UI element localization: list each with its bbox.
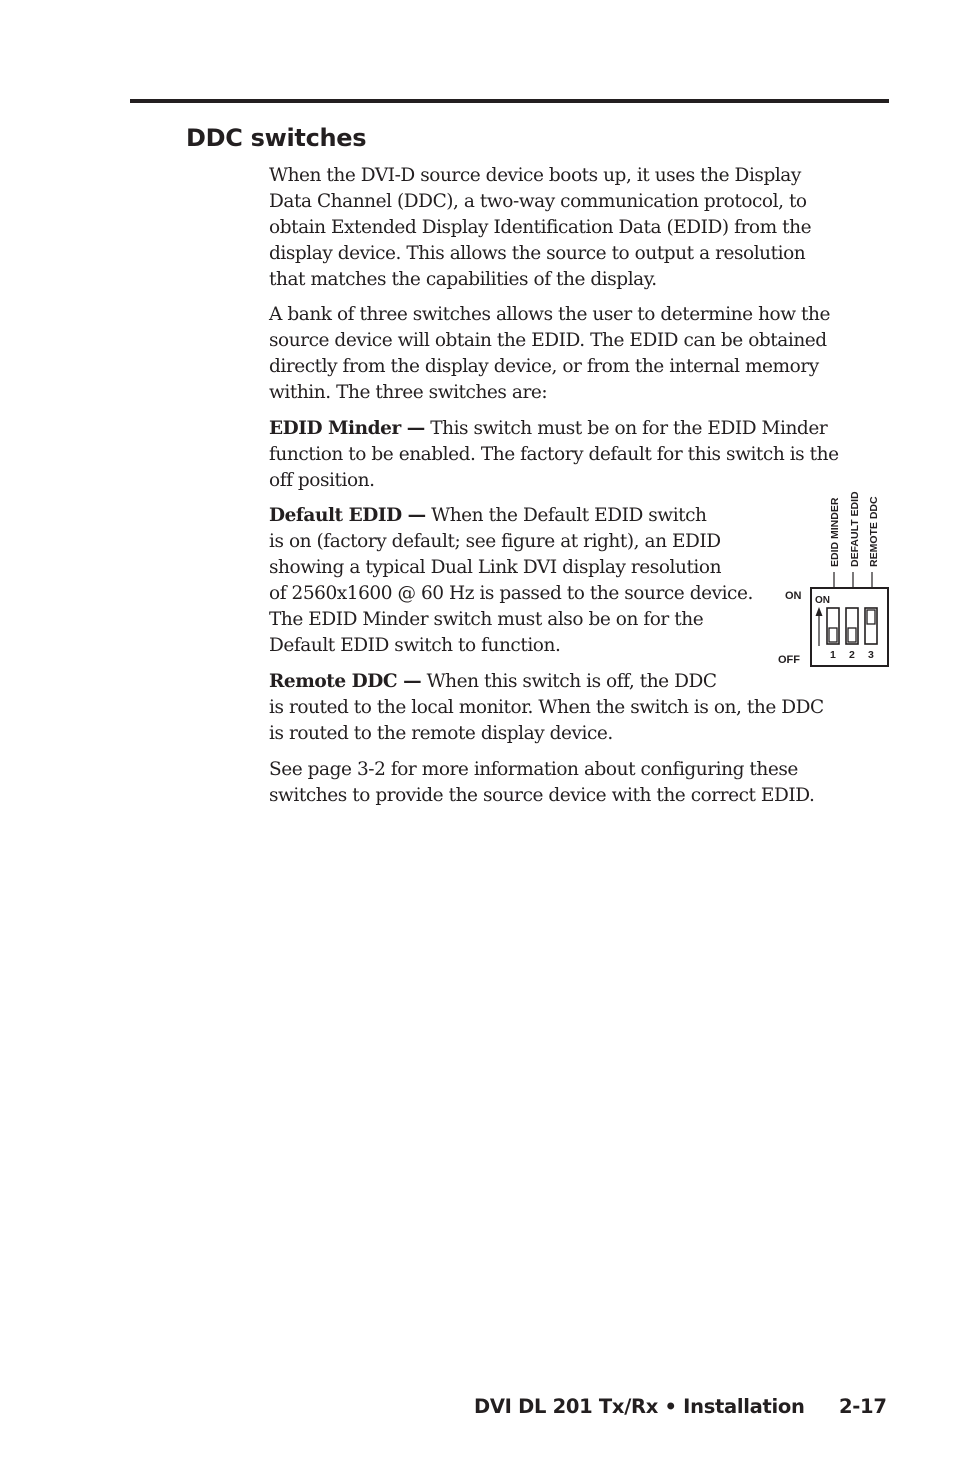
text-line: display device. This allows the source to output a resolution <box>269 243 806 264</box>
text-line: See page 3-2 for more information about configuring these <box>269 759 798 780</box>
dip-switch-3 <box>865 608 877 644</box>
switch-label-edid-minder: EDID MINDER <box>829 497 841 567</box>
section-title: DDC switches <box>186 124 367 152</box>
switch-number-1: 1 <box>830 649 836 661</box>
text-line: A bank of three switches allows the user to determine how the <box>269 304 830 325</box>
text-line: Data Channel (DDC), a two-way communication protocol, to <box>269 191 807 212</box>
text-line: off position. <box>269 470 375 491</box>
text-line: obtain Extended Display Identification Data (EDID) from the <box>269 217 812 238</box>
text-line: of 2560x1600 @ 60 Hz is passed to the source device. <box>269 583 753 604</box>
text-line: is routed to the local monitor. When the switch is on, the DDC <box>269 697 824 718</box>
text-line: directly from the display device, or from the internal memory <box>269 356 819 377</box>
on-label: ON <box>785 590 802 602</box>
default-edid-paragraph <box>269 503 753 659</box>
text-line: is on (factory default; see figure at right), an EDID <box>269 531 721 552</box>
dip-switch-1 <box>827 608 839 644</box>
edid-minder-paragraph <box>269 416 839 494</box>
text-line: When the DVI-D source device boots up, it uses the Display <box>269 165 801 186</box>
text-line: showing a typical Dual Link DVI display resolution <box>269 557 722 578</box>
text-line: Default EDID switch to function. <box>269 635 561 656</box>
text-line: is routed to the remote display device. <box>269 723 613 744</box>
switch-number-2: 2 <box>849 649 855 661</box>
switch-bank-paragraph <box>269 302 830 406</box>
text-line: within. The three switches are: <box>269 382 548 403</box>
footer-title: DVI DL 201 Tx/Rx • Installation <box>474 1395 805 1418</box>
switch-number-3: 3 <box>868 649 874 661</box>
term-edid-minder: EDID Minder — <box>269 418 425 439</box>
text-line: When the Default EDID switch <box>425 505 707 526</box>
remote-ddc-paragraph <box>269 669 824 747</box>
text-line: source device will obtain the EDID. The EDID can be obtained <box>269 330 827 351</box>
off-label: OFF <box>778 654 800 666</box>
header-rule <box>130 99 889 103</box>
term-remote-ddc: Remote DDC — <box>269 671 422 692</box>
block-on-label: ON <box>815 595 830 606</box>
see-page-paragraph <box>269 757 814 809</box>
text-line: function to be enabled. The factory default for this switch is the <box>269 444 839 465</box>
dip-switch-figure <box>770 468 895 673</box>
page-number: 2-17 <box>839 1395 887 1418</box>
text-line: switches to provide the source device with the correct EDID. <box>269 785 815 806</box>
intro-paragraph <box>269 163 811 293</box>
switch-label-default-edid: DEFAULT EDID <box>849 491 861 567</box>
text-line: When this switch is off, the DDC <box>421 671 717 692</box>
text-line: that matches the capabilities of the display. <box>269 269 657 290</box>
term-default-edid: Default EDID — <box>269 505 426 526</box>
switch-label-remote-ddc: REMOTE DDC <box>868 496 880 567</box>
dip-switch-2 <box>846 608 858 644</box>
text-line: This switch must be on for the EDID Minder <box>424 418 828 439</box>
text-line: The EDID Minder switch must also be on for the <box>269 609 704 630</box>
